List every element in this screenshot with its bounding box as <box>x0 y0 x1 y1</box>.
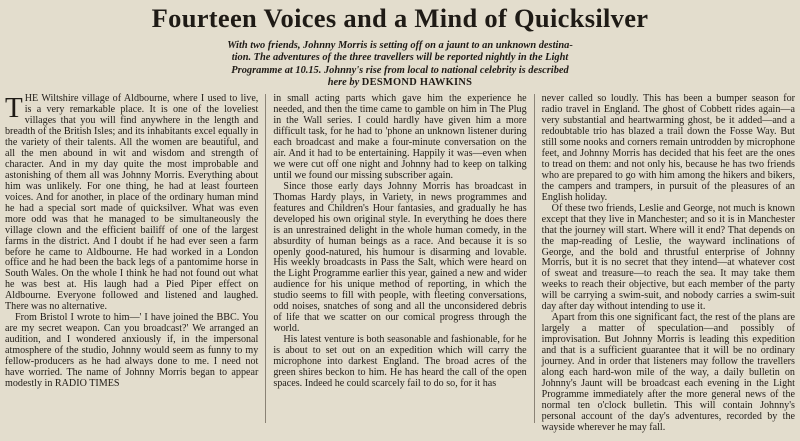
article-standfirst <box>5 40 795 89</box>
paragraph: Apart from this one significant fact, the rest of the plans are largely a matter of speculation—and possibly of improvisation. But Johnny Morris is leading this expedition and that is a sufficient guarantee that it will be no ordinary journey. And in order that listeners may follow the travellers along each hard-won mile of the way, a daily bulletin on Johnny's Jaunt will be broadcast each evening in the Light Programme immediately after the more general news of the normal ten o'clock bulletin. This will contain Johnny's personal account of the day's adventures, recorded by the wayside wherever he may fall. <box>541 312 795 433</box>
paragraph <box>5 94 258 313</box>
paragraph-text: HE Wiltshire village of Aldbourne, where I used to live, is a very remarkable place. It is one of the loveliest villages that you will find anywhere in the length and breadth of the British Isles; and its inhabitants excel equally in the variety of their talents. All the women are beautiful, and all the men abound in wit and wisdom and strength of character. And in my day quite the most improbable and astonishing of them all was Johnny Morris. Everything about him was unlikely. For one thing, he had at least fourteen voices. And for another, in place of the ordinary human mind he had a special sort made of quicksilver. What was even more odd was that he managed to be simultaneously the village clown and the efficient bailiff of one of the largest farms in the district. And I doubt if he had ever seen a farm before he came to Aldbourne. He had worked in a London office and he had been the back legs of a pantomime horse in South Wales. On the whole I think he had not found out what he was best at. His laugh had a Pied Piper effect on Aldbourne. Everyone followed and listened and laughed. There was no alternative. <box>5 93 259 313</box>
paragraph: in small acting parts which gave him the experience he needed, and then the time came to gamble on him in The Plug in the Wall series. I could hardly have given him a more difficult task, for he had to 'phone an unknown listener during each broadcast and make a four-minute conversation on the air. And it had to be entertaining. Happily it was—even when we were cut off one night and Johnny had to keep on talking until we found our missing subscriber again. <box>273 93 527 181</box>
standfirst-text: With two friends, Johnny Morris is setting off on a jaunt to an unknown destina- tion. The adventures of the three travellers will be reported nightly in the Light Programme at 10.15. Johnny's rise from local to national celebrity is described here by <box>227 40 573 88</box>
drop-cap: T <box>5 92 23 125</box>
paragraph: Of these two friends, Leslie and George, not much is known except that they live in Manchester; and so it is in Manchester that the journey will start. Where will it end? That depends on the map-reading of Leslie, the wayward inclinations of George, and the bold and thrustful enterprise of Johnny Morris, but it is no secret that they intend—at whatever cost of sweat and treasure—to reach the sea. It may take them weeks to reach their objective, but each member of the party will be carrying a swim-suit, and nobody carries a swim-suit day after day without intending to use it. <box>541 202 795 313</box>
column-2 <box>265 94 533 423</box>
column-3 <box>534 93 795 433</box>
column-1 <box>5 94 265 423</box>
byline-author: DESMOND HAWKINS <box>361 76 473 88</box>
paragraph: From Bristol I wrote to him—' I have joined the BBC. You are my secret weapon. Can you broadcast?' We arranged an audition, and I wondered anxiously if, in the impersonal atmosphere of the studio, Johnny would seem as funny to my fellow-producers as he had always done to me. I need not have worried. The name of Johnny Morris began to appear modestly in RADIO TIMES <box>5 312 259 389</box>
article-title: Fourteen Voices and a Mind of Quicksilver <box>151 3 649 33</box>
paragraph: His latest venture is both seasonable and fashionable, for he is about to set out on an expedition which will carry the microphone into darkest England. The broad acres of the green shires beckon to him. He has heard the call of the open spaces. Indeed he could scarcely fail to do so, for it has <box>273 334 527 389</box>
paragraph: never called so loudly. This has been a bumper season for radio travel in England. The ghost of Cobbett rides again—a very substantial and heartwarming ghost, be it added—and a redoubtable trio has blazed a trail down the Fosse Way. But still some nooks and corners remain untrodden by microphone feet, and Johnny Morris has decided that his feet are the ones to tread on them: and not only his, because he has two friends who are prepared to go with him among the hikers and bikers, the campers and trampers, in pursuit of the pleasures of an English holiday. <box>541 93 795 203</box>
article-body <box>5 92 795 433</box>
paragraph: Since those early days Johnny Morris has broadcast in Thomas Hardy plays, in Variety, in news programmes and features and Children's Hour fantasies, and gradually he has developed his own original style. In everything he does there is an unrestrained delight in the whole human comedy, in the absurdity of human beings as a race. And because it is so openly good-natured, his humour is disarming and lovable. His weekly broadcasts in Pass the Salt, which were heard on the Light Programme earlier this year, gained a new and wider audience for his unique method of reporting, in which the studio seems to fill with people, with fleeting conversations, odd noises, snatches of song and all the unconsidered debris of life that we scatter on our comical progress through the world. <box>273 180 527 335</box>
